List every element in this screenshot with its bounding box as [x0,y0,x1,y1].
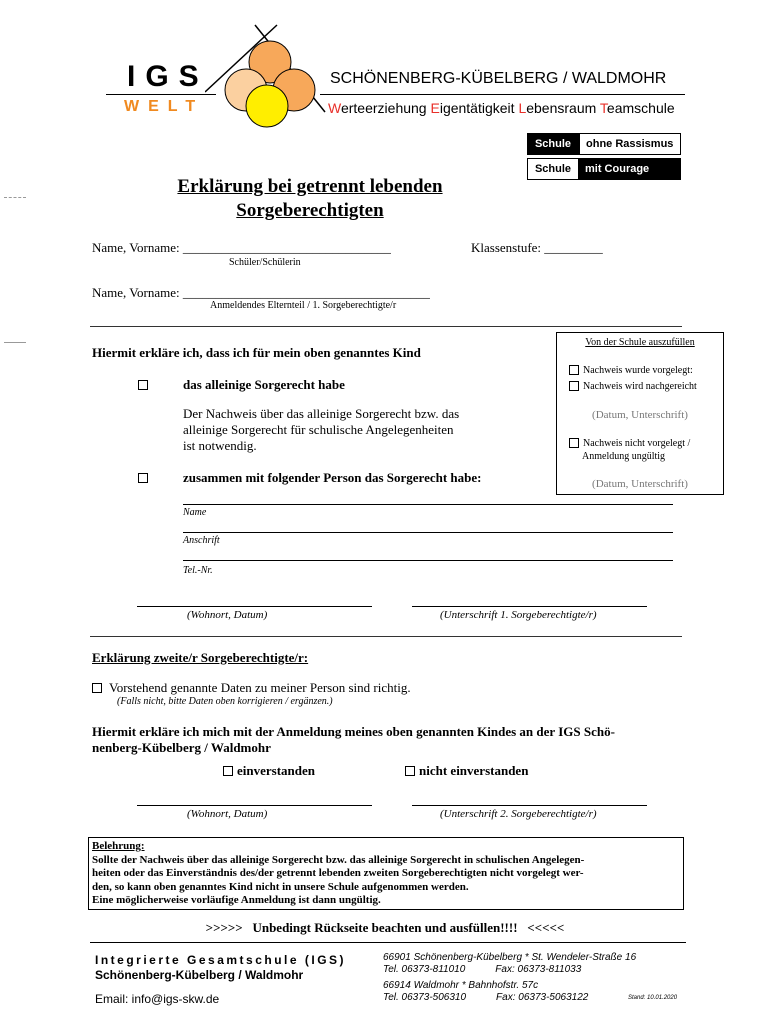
proof-submitted-checkbox[interactable]: Nachweis wurde vorgelegt: [569,365,693,376]
signature-caption-2: (Unterschrift 2. Sorgeberechtigte/r) [440,808,597,820]
co-parent-address-caption: Anschrift [183,535,220,546]
logo-igs: IGS [127,60,209,93]
logo-welt: WELT [124,98,205,115]
section2-heading: Erklärung zweite/r Sorgeberechtigte/r: [92,650,309,665]
margin-mark [4,197,26,198]
data-confirm-checkbox[interactable]: Vorstehend genannte Daten zu meiner Person sind richtig. [92,680,411,696]
school-use-box [556,332,724,495]
school-motto: Werteerziehung Eigentätigkeit Lebensraum Teamschule [328,100,675,116]
parent-name-caption: Anmeldendes Elternteil / 1. Sorgeberechtigte/r [210,300,397,311]
proof-missing-checkbox[interactable]: Nachweis nicht vorgelegt / Anmeldung ungültig [569,437,690,463]
co-parent-name-caption: Name [183,507,207,518]
joint-custody-label: zusammen mit folgender Person das Sorgerecht habe: [183,470,482,485]
sole-custody-checkbox[interactable] [138,377,152,395]
co-parent-name-line[interactable] [183,504,673,505]
joint-custody-checkbox[interactable] [138,470,152,488]
signature-caption-1: (Unterschrift 1. Sorgeberechtigte/r) [440,609,597,621]
notice-box: Belehrung: Sollte der Nachweis über das alleinige Sorgerecht bzw. das alleinige Sorgerecht in schulischen Angelegen- heiten oder das Einverständnis des/der getrennt lebenden zweiten Sorgeberechtigten nicht vorgelegt wer- den, so kann oben genanntes Kind nicht in unsere Schule aufgenommen werden. Eine möglicherweise vorläufige Anmeldung ist dann ungültig. [88,837,684,910]
student-name-field[interactable]: Name, Vorname: ________________________________ [92,240,391,255]
consent-statement: Hiermit erkläre ich mich mit der Anmeldung meines oben genannten Kindes an der IGS Schö- nenberg-Kübelberg / Waldmohr [92,724,615,755]
signature-line-2[interactable] [412,805,647,806]
signature-line-1[interactable] [412,606,647,607]
badge-schule-ohne-rassismus: Schule ohne Rassismus Schule mit Courage [527,133,681,180]
place-date-caption-1: (Wohnort, Datum) [187,609,268,621]
sole-custody-label: das alleinige Sorgerecht habe [183,377,345,392]
logo-divider-right [320,94,685,95]
margin-mark [4,342,26,343]
footer-school-name: Integrierte Gesamtschule (IGS) Schönenberg-Kübelberg / Waldmohr [95,953,347,982]
footer-email: Email: info@igs-skw.de [95,992,220,1006]
school-box-title: Von der Schule auszufüllen [585,337,695,348]
footer-address-2: 66914 Waldmohr * Bahnhofstr. 57c Tel. 06373-506310 Fax: 06373-5063122 [383,980,589,1003]
section1-heading: Hiermit erkläre ich, dass ich für mein oben genanntes Kind [92,345,421,360]
page-title: Erklärung bei getrennt lebenden Sorgeberechtigten [177,176,443,221]
footer-stand-date: Stand: 10.01.2020 [628,995,678,1001]
section-divider [90,326,682,327]
agree-checkbox[interactable]: einverstanden [223,763,315,779]
data-confirm-note: (Falls nicht, bitte Daten oben korrigieren / ergänzen.) [117,696,333,707]
place-date-caption-2: (Wohnort, Datum) [187,808,268,820]
co-parent-address-line[interactable] [183,532,673,533]
disagree-checkbox[interactable]: nicht einverstanden [405,763,528,779]
student-name-caption: Schüler/Schülerin [229,257,301,268]
logo-divider-left [106,94,216,95]
parent-name-field[interactable]: Name, Vorname: ______________________________________ [92,285,430,300]
section-divider [90,636,682,637]
co-parent-phone-caption: Tel.-Nr. [183,565,213,576]
school-name: SCHÖNENBERG-KÜBELBERG / WALDMOHR [330,70,667,87]
logo-graphic [205,20,335,130]
footer-address-1: 66901 Schönenberg-Kübelberg * St. Wendeler-Straße 16 Tel. 06373-811010 Fax: 06373-811033 [383,952,637,975]
sole-custody-note: Der Nachweis über das alleinige Sorgerecht bzw. das alleinige Sorgerecht für schulische Angelegenheiten ist notwendig. [183,406,460,453]
place-date-line-2[interactable] [137,805,372,806]
class-field[interactable]: Klassenstufe: _________ [471,240,603,255]
date-signature-caption-2: (Datum, Unterschrift) [592,478,688,490]
footer-divider [90,942,686,943]
date-signature-caption-1: (Datum, Unterschrift) [592,409,688,421]
co-parent-phone-line[interactable] [183,560,673,561]
place-date-line-1[interactable] [137,606,372,607]
back-page-reminder: >>>>> Unbedingt Rückseite beachten und ausfüllen!!!! <<<<< [205,920,565,935]
proof-pending-checkbox[interactable]: Nachweis wird nachgereicht [569,381,697,392]
